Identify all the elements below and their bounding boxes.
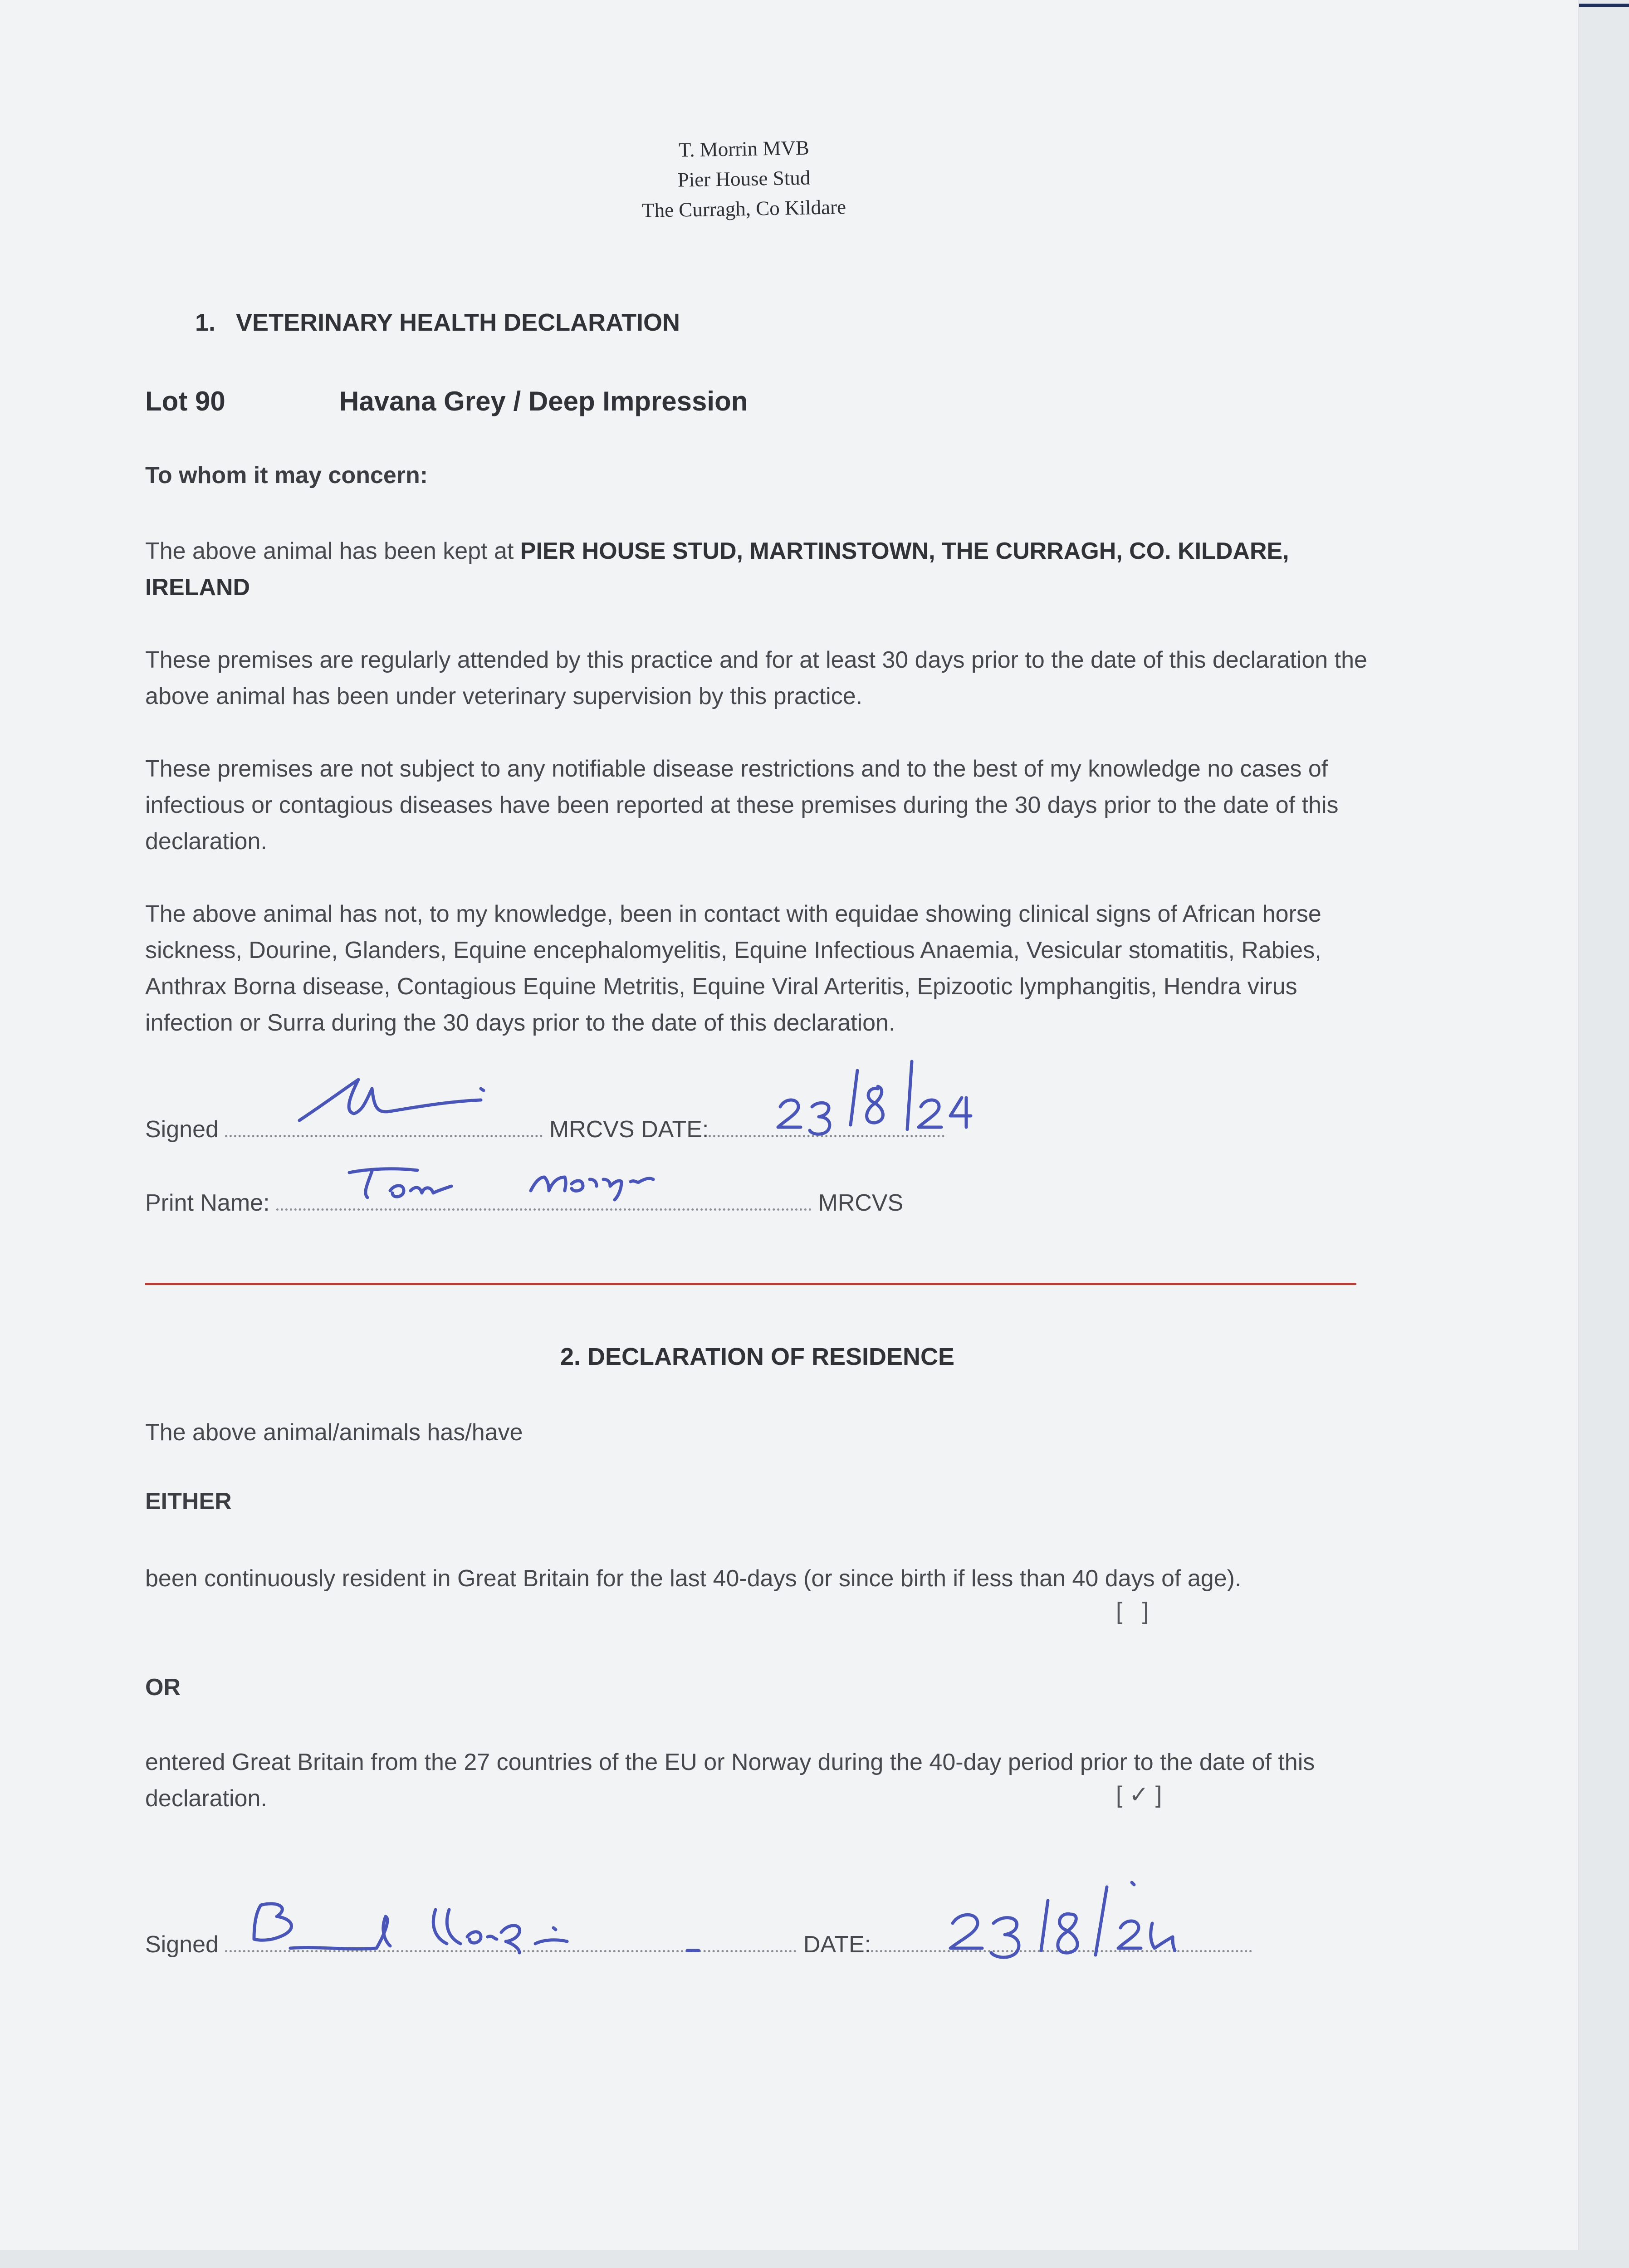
salutation: To whom it may concern: (145, 462, 428, 489)
res-date-2 (950, 1915, 982, 1948)
residence-signature-morrin (433, 1910, 567, 1953)
residence-signature-dot (553, 1928, 556, 1930)
mrcvs-suffix: MRCVS (818, 1190, 904, 1216)
letterhead-stud: Pier House Stud (677, 166, 811, 191)
mrcvs-date-label: MRCVS DATE: (549, 1116, 709, 1143)
vet-date-4 (950, 1098, 971, 1127)
residence-signed-label: Signed (145, 1931, 219, 1958)
kept-at-prefix: The above animal has been kept at (145, 538, 520, 564)
restrictions-paragraph: These premises are not subject to any notifiable disease restrictions and to the best of my knowledge no cases of infectious or contagious diseases have been reported at these premises during the 30 days prior to the date of this declaration. (145, 756, 1339, 855)
vet-signature-dot (481, 1089, 484, 1090)
res-date-dot (1132, 1882, 1134, 1885)
entered-checkbox[interactable]: [ ✓ ] (1116, 1782, 1162, 1808)
vet-date-3 (810, 1103, 830, 1134)
residence-date-label: DATE: (803, 1931, 871, 1958)
res-date-4 (1151, 1923, 1175, 1950)
print-name-morrin (531, 1177, 653, 1200)
or-label: OR (145, 1674, 181, 1701)
vet-date-8 (867, 1086, 883, 1123)
vet-date-slash-2 (907, 1061, 912, 1129)
vet-signature-scribble (299, 1080, 481, 1120)
section2-heading: 2. DECLARATION OF RESIDENCE (560, 1343, 955, 1370)
print-name-label: Print Name: (145, 1190, 270, 1216)
residence-signature-mid (290, 1916, 390, 1949)
vet-signed-label: Signed (145, 1116, 219, 1143)
print-name-T (349, 1169, 417, 1198)
resident-checkbox[interactable]: [ ] (1116, 1598, 1149, 1624)
res-date-slash-2 (1096, 1887, 1107, 1955)
kept-at-location: PIER HOUSE STUD, MARTINSTOWN, THE CURRAGH, CO. KILDARE, IRELAND (145, 538, 1289, 601)
lot-label: Lot 90 (145, 386, 225, 416)
letterhead-name: T. Morrin MVB (678, 136, 810, 161)
option-resident: been continuously resident in Great Britain for the last 40-days (or since birth if less than 40 days of age). (145, 1565, 1242, 1592)
vet-date-2 (778, 1100, 801, 1127)
residence-intro: The above animal/animals has/have (145, 1419, 523, 1446)
horse-pedigree: Havana Grey / Deep Impression (339, 386, 748, 416)
contact-paragraph: The above animal has not, to my knowledge, been in contact with equidae showing clinical signs of African horse sickness, Dourine, Glanders, Equine encephalomyelitis, Equine Infectious Anaemia, Vesicular stomatitis, Rabies, Anthrax Borna disease, Contagious Equine Metritis, Equine Viral Arteritis, Epizootic lymphangitis, Hendra virus infection or Surra during the 30 days prior to the date of this declaration. (145, 901, 1321, 1036)
residence-signature-B (254, 1904, 292, 1940)
option-entered: entered Great Britain from the 27 countries of the EU or Norway during the 40-day period prior to the date of this declaration. (145, 1749, 1315, 1812)
letterhead-address: The Curragh, Co Kildare (641, 196, 846, 222)
vet-date-slash-1 (851, 1070, 857, 1125)
supervision-paragraph: These premises are regularly attended by this practice and for at least 30 days prior to the date of this declaration the above animal has been under veterinary supervision by this practice. (145, 647, 1367, 709)
res-date-3 (991, 1918, 1019, 1957)
res-date-8 (1058, 1914, 1077, 1953)
res-date-slash-1 (1041, 1901, 1048, 1950)
section1-heading: 1. VETERINARY HEALTH DECLARATION (195, 309, 680, 336)
either-label: EITHER (145, 1488, 232, 1515)
res-date-2b (1118, 1921, 1141, 1948)
vet-date-2b (919, 1100, 941, 1127)
print-name-om (390, 1186, 451, 1197)
